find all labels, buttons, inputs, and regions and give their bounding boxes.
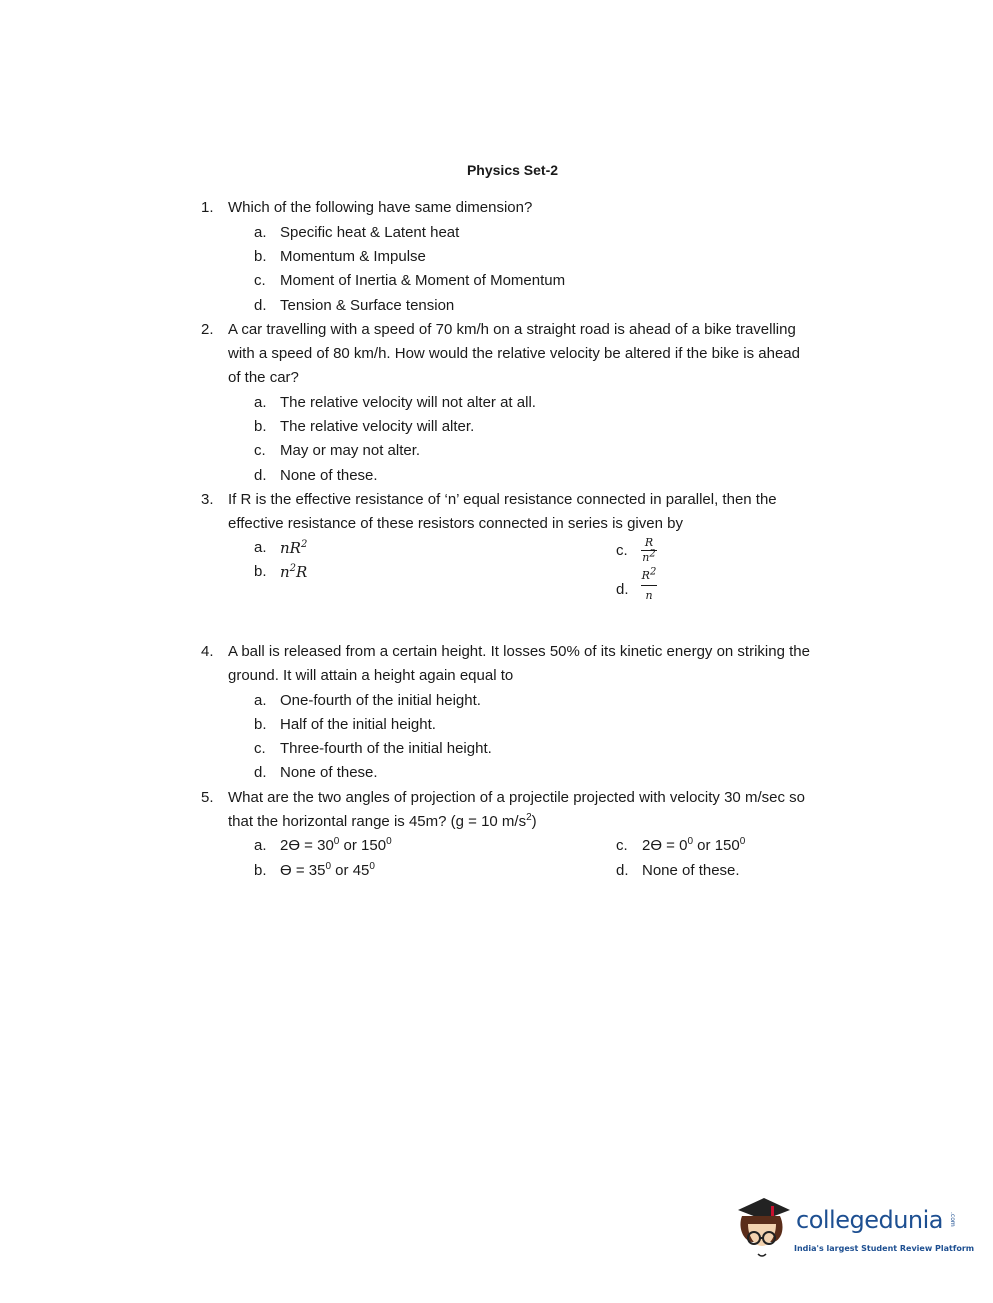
option-text: Momentum & Impulse bbox=[280, 248, 426, 265]
logo-tagline: India's largest Student Review Platform bbox=[794, 1244, 975, 1253]
logo-domain: .com bbox=[949, 1212, 956, 1227]
option-letter: b. bbox=[254, 418, 267, 435]
fraction-bar bbox=[641, 585, 657, 586]
text-segment: or 150 bbox=[693, 837, 740, 854]
degree-mark: 0 bbox=[739, 836, 746, 847]
text-segment: ϴ = 35 bbox=[280, 862, 326, 879]
option-text: None of these. bbox=[280, 764, 378, 781]
option-letter: a. bbox=[254, 539, 267, 556]
question-text-line: ground. It will attain a height again equal to bbox=[228, 667, 514, 684]
text-segment: or 45 bbox=[331, 862, 370, 879]
option-letter: a. bbox=[254, 224, 267, 241]
option-letter: d. bbox=[616, 862, 629, 879]
option-3d-letter: d. bbox=[616, 581, 629, 598]
option-formula bbox=[280, 562, 307, 582]
formula-base: nR bbox=[280, 539, 301, 557]
option-5d-text: None of these. bbox=[642, 862, 740, 879]
fraction-denominator: n bbox=[645, 589, 653, 602]
degree-mark: 0 bbox=[386, 836, 392, 847]
fraction-numerator: R bbox=[644, 536, 654, 549]
option-letter: c. bbox=[254, 740, 266, 757]
question-number: 2. bbox=[201, 321, 214, 338]
question-text-line: A car travelling with a speed of 70 km/h on a straight road is ahead of a bike travelling bbox=[228, 321, 796, 338]
question-text-line: of the car? bbox=[228, 369, 299, 386]
option-5b-text bbox=[280, 861, 375, 881]
degree-mark: 0 bbox=[369, 861, 375, 872]
option-text: The relative velocity will alter. bbox=[280, 418, 475, 435]
option-text: Three-fourth of the initial height. bbox=[280, 740, 492, 757]
mascot-icon bbox=[734, 1196, 794, 1266]
formula-exponent: 2 bbox=[289, 563, 297, 574]
option-3c-letter: c. bbox=[616, 542, 628, 559]
formula-base: R bbox=[641, 569, 650, 582]
option-text: The relative velocity will not alter at all. bbox=[280, 394, 536, 411]
unit-exponent: 2 bbox=[526, 812, 532, 823]
degree-mark: 0 bbox=[687, 836, 694, 847]
formula-exponent: 2 bbox=[300, 539, 308, 550]
option-letter: b. bbox=[254, 716, 267, 733]
option-text: Half of the initial height. bbox=[280, 716, 436, 733]
option-5a-text bbox=[280, 836, 392, 856]
option-3d-fraction bbox=[641, 566, 657, 602]
question-text-line: What are the two angles of projection of a projectile projected with velocity 30 m/sec so bbox=[228, 789, 805, 806]
option-text: Tension & Surface tension bbox=[280, 297, 455, 314]
option-letter: a. bbox=[254, 692, 267, 709]
option-letter: c. bbox=[254, 442, 266, 459]
option-3c-fraction bbox=[641, 537, 657, 564]
text-segment: or 150 bbox=[339, 837, 387, 854]
formula-base: n bbox=[280, 563, 290, 581]
option-letter: d. bbox=[254, 764, 267, 781]
text-segment: ) bbox=[531, 813, 537, 830]
text-segment: 2ϴ = 0 bbox=[642, 837, 688, 854]
option-letter: c. bbox=[616, 837, 628, 854]
question-number: 3. bbox=[201, 491, 214, 508]
option-letter: d. bbox=[254, 297, 267, 314]
text-segment: 2ϴ = 30 bbox=[280, 837, 334, 854]
question-text: Which of the following have same dimension? bbox=[228, 199, 533, 216]
option-letter: a. bbox=[254, 837, 267, 854]
option-5c-text bbox=[642, 836, 745, 856]
option-text: None of these. bbox=[280, 467, 378, 484]
option-formula bbox=[280, 538, 307, 558]
option-letter: b. bbox=[254, 862, 267, 879]
fraction-numerator bbox=[641, 566, 657, 582]
option-text: May or may not alter. bbox=[280, 442, 421, 459]
option-letter: d. bbox=[254, 467, 267, 484]
formula-exponent: 2 bbox=[649, 548, 656, 560]
logo-wordmark: collegedunia bbox=[796, 1206, 944, 1234]
fraction-denominator bbox=[642, 548, 656, 564]
question-text-line: A ball is released from a certain height. It losses 50% of its kinetic energy on striking the bbox=[228, 643, 810, 660]
option-text: One-fourth of the initial height. bbox=[280, 692, 481, 709]
question-text-line: effective resistance of these resistors connected in series is given by bbox=[228, 515, 683, 532]
option-letter: c. bbox=[254, 272, 266, 289]
page-title: Physics Set-2 bbox=[466, 162, 559, 178]
option-letter: a. bbox=[254, 394, 267, 411]
question-number: 1. bbox=[201, 199, 214, 216]
degree-mark: 0 bbox=[325, 861, 332, 872]
text-segment: that the horizontal range is 45m? (g = 10 m/s bbox=[228, 813, 527, 830]
formula-exponent: 2 bbox=[649, 566, 657, 578]
question-text-line: with a speed of 80 km/h. How would the relative velocity be altered if the bike is ahead bbox=[228, 345, 800, 362]
question-text-line: If R is the effective resistance of ‘n’ equal resistance connected in parallel, then the bbox=[228, 491, 777, 508]
degree-mark: 0 bbox=[333, 836, 340, 847]
option-text: Moment of Inertia & Moment of Momentum bbox=[280, 272, 566, 289]
option-text: Specific heat & Latent heat bbox=[280, 224, 460, 241]
formula-base: n bbox=[642, 551, 650, 564]
question-text-line bbox=[228, 812, 537, 832]
question-number: 5. bbox=[201, 789, 214, 806]
collegedunia-logo bbox=[734, 1196, 975, 1266]
option-letter: b. bbox=[254, 248, 267, 265]
formula-term: R bbox=[296, 563, 308, 581]
question-number: 4. bbox=[201, 643, 214, 660]
option-letter: b. bbox=[254, 563, 267, 580]
